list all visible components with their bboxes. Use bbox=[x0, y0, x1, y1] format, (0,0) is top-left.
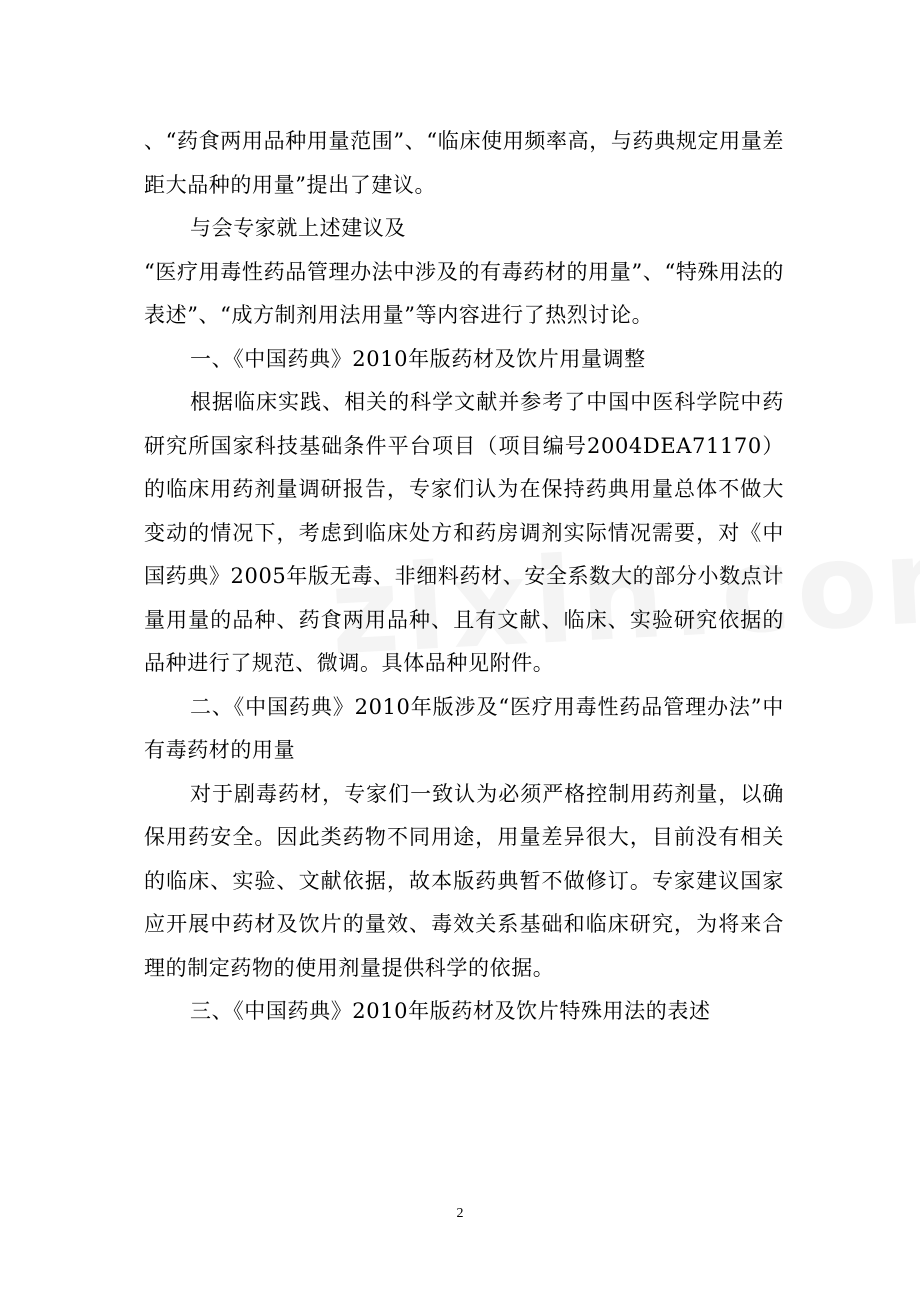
paragraph-5: 对于剧毒药材，专家们一致认为必须严格控制用药剂量，以确保用药安全。因此类药物不同用途，用量差异很大，目前没有相关的临床、实验、文献依据，故本版药典暂不做修订。专家建议国家应开展中药材及饮片的量效、毒效关系基础和临床研究，为将来合理的制定药物的使用剂量提供科学的依据。 bbox=[144, 781, 784, 980]
section-heading-3: 三、《中国药典》2010年版药材及饮片特殊用法的表述 bbox=[190, 999, 711, 1023]
paragraph-2: 与会专家就上述建议及 bbox=[190, 216, 406, 240]
page-number: 2 bbox=[456, 1206, 464, 1221]
paragraph-4: 根据临床实践、相关的科学文献并参考了中国中医科学院中药研究所国家科技基础条件平台项目（项目编号2004DEA71170）的临床用药剂量调研报告，专家们认为在保持药典用量总体不做大变动的情况下，考虑到临床处方和药房调剂实际情况需要，对《中国药典》2005年版无毒、非细料药材、安全系数大的部分小数点计量用量的品种、药食两用品种、且有文献、临床、实验研究依据的品种进行了规范、微调。具体品种见附件。 bbox=[144, 390, 784, 675]
section-heading-1: 一、《中国药典》2010年版药材及饮片用量调整 bbox=[190, 346, 646, 371]
section-heading-2: 二、《中国药典》2010年版涉及“医疗用毒性药品管理办法”中有毒药材的用量 bbox=[144, 694, 784, 762]
paragraph-1: 、“药食两用品种用量范围”、“临床使用频率高，与药典规定用量差距大品种的用量”提出了建议。 bbox=[144, 129, 784, 197]
paragraph-3: “医疗用毒性药品管理办法中涉及的有毒药材的用量”、“特殊用法的表述”、“成方制剂用法用量”等内容进行了热烈讨论。 bbox=[144, 259, 784, 327]
body-text bbox=[144, 120, 784, 1034]
